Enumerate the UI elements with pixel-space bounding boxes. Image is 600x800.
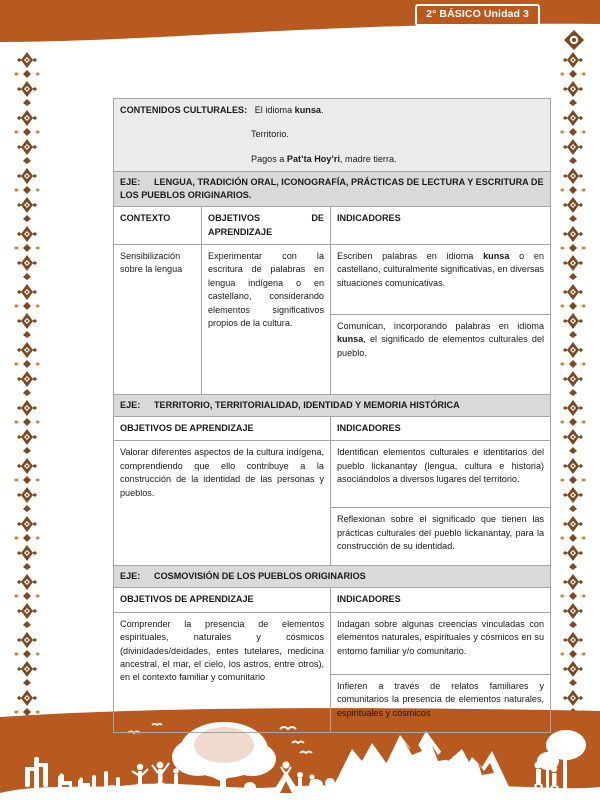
- contenidos-line-2-prefix: Territorio.: [251, 129, 289, 140]
- cell-indicador-2-2: Reflexionan sobre el significado que tienen las prácticas culturales del pueblo lickanantay, para la construcción de su identidad.: [331, 508, 551, 566]
- contenidos-line-3-bold: Pat’ta Hoy’ri: [286, 153, 340, 164]
- indicador-1-2-p2: , el significado de elementos culturales del pueblo.: [337, 334, 545, 358]
- table-row-section1-a: [114, 245, 551, 315]
- contenidos-line-3-suffix: , madre tierra.: [339, 153, 397, 164]
- cell-indicador-2-1: Identifican elementos culturales e identitarios del pueblo lickanantay (lengua, cultura e historia) asociándolos a diversos lugares del territorio.: [331, 441, 551, 508]
- unit-tab-label: 2° BÁSICO Unidad 3: [415, 4, 540, 26]
- contenidos-line-3-prefix: Pagos a: [251, 153, 287, 164]
- eje-header-cell-3: [114, 566, 551, 588]
- col-header-indicadores-2: INDICADORES: [331, 417, 551, 441]
- contenidos-line-1-prefix: El idioma: [254, 105, 295, 115]
- column-header-row-2: [114, 417, 551, 441]
- eje-header-row-2: [114, 395, 551, 417]
- column-header-row-3: [114, 588, 551, 612]
- right-decorative-border: [560, 48, 586, 726]
- indicador-1-2-bold: kunsa: [337, 334, 364, 345]
- eje-header-row-3: [114, 566, 551, 588]
- col-header-objetivos-2: OBJETIVOS DE APRENDIZAJE: [114, 417, 331, 441]
- contenidos-line-1: [120, 104, 544, 117]
- contenidos-line-3: [120, 153, 544, 166]
- eje-title-2: TERRITORIO, TERRITORIALIDAD, IDENTIDAD Y MEMORIA HISTÓRICA: [154, 400, 460, 411]
- eje-title-3: COSMOVISIÓN DE LOS PUEBLOS ORIGINARIOS: [154, 571, 366, 582]
- diamond-ornament-icon: [564, 30, 584, 50]
- cell-indicador-3-2: Infieren a través de relatos familiares y comunitarios la presencia de elementos naturales, espirituales y cósmicos: [331, 674, 551, 732]
- cell-indicador-1-2: [331, 315, 551, 395]
- column-header-row-1: [114, 207, 551, 245]
- contenidos-line-1-suffix: .: [320, 105, 324, 115]
- indicador-1-2-p1: Comunican, incorporando palabras en idioma: [337, 321, 545, 332]
- table-row-section2-a: [114, 441, 551, 508]
- eje-key-3: EJE:: [120, 571, 141, 582]
- contenidos-line-1-bold: kunsa: [294, 105, 321, 115]
- col-header-contexto: CONTEXTO: [114, 207, 202, 245]
- col-header-objetivos-1: OBJETIVOS DE APRENDIZAJE: [202, 207, 331, 245]
- left-decorative-border: [14, 48, 40, 726]
- eje-header-cell-2: [114, 395, 551, 417]
- eje-header-cell-1: [114, 172, 551, 207]
- indicador-1-1-p2: o en castellano, culturalmente significativas, en diversas situaciones comunicativas.: [337, 251, 545, 288]
- indicador-1-1-p1: Escriben palabras en idioma: [337, 251, 484, 262]
- eje-key-2: EJE:: [120, 400, 141, 411]
- col-header-indicadores-3: INDICADORES: [331, 588, 551, 612]
- curriculum-table: [113, 98, 551, 733]
- indicador-1-1-bold: kunsa: [483, 251, 510, 262]
- table-row-contenidos-culturales: [114, 99, 551, 172]
- contenidos-culturales-cell: [114, 99, 551, 172]
- contenidos-label: CONTENIDOS CULTURALES:: [120, 105, 248, 115]
- contenidos-line-2: [120, 128, 544, 141]
- eje-header-row-1: [114, 172, 551, 207]
- eje-title-1: LENGUA, TRADICIÓN ORAL, ICONOGRAFÍA, PRÁCTICAS DE LECTURA Y ESCRITURA DE LOS PUEBLOS ORIGINARIOS.: [120, 177, 544, 201]
- cell-contexto-1: Sensibilización sobre la lengua: [114, 245, 202, 395]
- table-row-section3-a: [114, 612, 551, 674]
- cell-indicador-1-1: [331, 245, 551, 315]
- cell-objetivo-1: Experimentar con la escritura de palabras en lengua indígena o en castellano, considerando elementos significativos propios de la cultura.: [202, 245, 331, 395]
- cell-indicador-3-1: Indagan sobre algunas creencias vinculadas con elementos naturales, espirituales y cósmicos en su entorno familiar y/o comunitario.: [331, 612, 551, 674]
- cell-objetivo-3: Comprender la presencia de elementos espirituales, naturales y cósmicos (divinidades/deidades, entes tutelares, medicina ancestral, el mar, el cielo, los astros, entre otros), en el contexto familiar y comunitario: [114, 612, 331, 732]
- col-header-indicadores-1: INDICADORES: [331, 207, 551, 245]
- cell-objetivo-2: Valorar diferentes aspectos de la cultura indígena, comprendiendo que ello contribuye a la construcción de la identidad de las personas y pueblos.: [114, 441, 331, 566]
- col-header-objetivos-3: OBJETIVOS DE APRENDIZAJE: [114, 588, 331, 612]
- eje-key-1: EJE:: [120, 177, 141, 188]
